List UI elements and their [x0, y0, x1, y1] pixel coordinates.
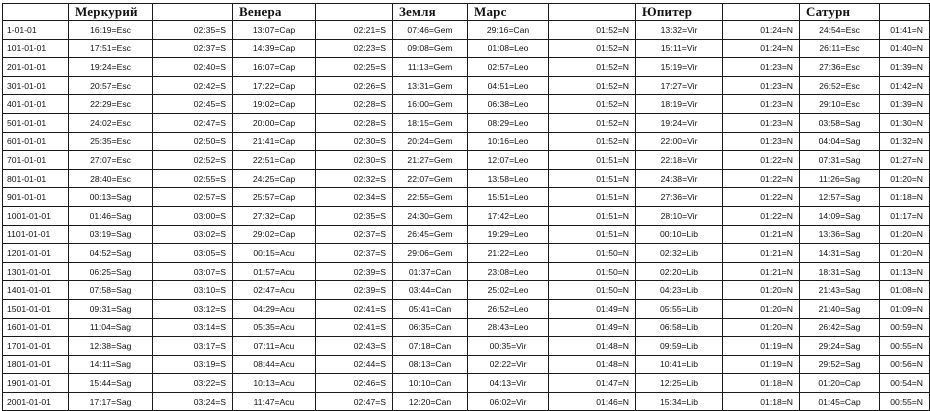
date-cell: 801-01-01 [3, 169, 69, 188]
venus-position-cell: 20:00=Cap [233, 113, 316, 132]
saturn-position-cell: 14:31=Sag [800, 244, 880, 263]
mercury-position-cell: 07:58=Sag [69, 281, 153, 300]
table-row [3, 58, 930, 77]
date-cell: 701-01-01 [3, 151, 69, 170]
earth-position-cell: 11:13=Gem [393, 58, 468, 77]
date-cell: 401-01-01 [3, 95, 69, 114]
mercury-position-cell: 01:46=Sag [69, 206, 153, 225]
mars-speed-cell: 01:48=N [549, 355, 636, 374]
venus-position-cell: 01:57=Acu [233, 262, 316, 281]
earth-position-cell: 18:15=Gem [393, 113, 468, 132]
venus-speed-cell: 02:30=S [316, 132, 393, 151]
mars-position-cell: 13:58=Leo [468, 169, 549, 188]
earth-position-cell: 24:30=Gem [393, 206, 468, 225]
table-row [3, 299, 930, 318]
earth-position-cell: 07:46=Gem [393, 21, 468, 40]
mars-position-cell: 25:02=Leo [468, 281, 549, 300]
header-saturn-speed [880, 4, 930, 21]
venus-position-cell: 13:07=Cap [233, 21, 316, 40]
mars-speed-cell: 01:50=N [549, 244, 636, 263]
mars-position-cell: 19:29=Leo [468, 225, 549, 244]
mars-position-cell: 02:57=Leo [468, 58, 549, 77]
venus-position-cell: 04:29=Acu [233, 299, 316, 318]
mercury-speed-cell: 02:52=S [153, 151, 233, 170]
earth-position-cell: 09:08=Gem [393, 39, 468, 58]
jupiter-position-cell: 13:32=Vir [636, 21, 723, 40]
jupiter-position-cell: 15:34=Lib [636, 392, 723, 411]
mercury-position-cell: 09:31=Sag [69, 299, 153, 318]
header-mercury-speed [153, 4, 233, 21]
saturn-position-cell: 14:09=Sag [800, 206, 880, 225]
mercury-position-cell: 25:35=Esc [69, 132, 153, 151]
mercury-speed-cell: 02:45=S [153, 95, 233, 114]
venus-speed-cell: 02:23=S [316, 39, 393, 58]
mercury-position-cell: 24:02=Esc [69, 113, 153, 132]
jupiter-speed-cell: 01:23=N [723, 95, 800, 114]
mars-position-cell: 12:07=Leo [468, 151, 549, 170]
venus-speed-cell: 02:26=S [316, 76, 393, 95]
header-venus: Венера [233, 4, 316, 21]
table-row [3, 21, 930, 40]
header-mars-speed [549, 4, 636, 21]
jupiter-speed-cell: 01:23=N [723, 76, 800, 95]
mercury-speed-cell: 03:00=S [153, 206, 233, 225]
mercury-position-cell: 00:13=Sag [69, 188, 153, 207]
venus-speed-cell: 02:41=S [316, 318, 393, 337]
venus-position-cell: 21:41=Cap [233, 132, 316, 151]
saturn-speed-cell: 01:32=N [880, 132, 930, 151]
saturn-position-cell: 11:26=Sag [800, 169, 880, 188]
earth-position-cell: 08:13=Can [393, 355, 468, 374]
earth-position-cell: 10:10=Can [393, 374, 468, 393]
saturn-speed-cell: 00:56=N [880, 355, 930, 374]
saturn-position-cell: 26:52=Esc [800, 76, 880, 95]
saturn-position-cell: 29:52=Sag [800, 355, 880, 374]
saturn-speed-cell: 00:59=N [880, 318, 930, 337]
mercury-speed-cell: 03:07=S [153, 262, 233, 281]
date-cell: 1001-01-01 [3, 206, 69, 225]
mars-speed-cell: 01:52=N [549, 113, 636, 132]
mercury-speed-cell: 03:02=S [153, 225, 233, 244]
ephemeris-table [2, 3, 930, 411]
table-row [3, 95, 930, 114]
jupiter-speed-cell: 01:19=N [723, 337, 800, 356]
mars-position-cell: 15:51=Leo [468, 188, 549, 207]
mars-speed-cell: 01:52=N [549, 39, 636, 58]
date-cell: 1401-01-01 [3, 281, 69, 300]
jupiter-position-cell: 18:19=Vir [636, 95, 723, 114]
date-cell: 1701-01-01 [3, 337, 69, 356]
mars-speed-cell: 01:51=N [549, 206, 636, 225]
venus-position-cell: 19:02=Cap [233, 95, 316, 114]
header-date [3, 4, 69, 21]
mercury-position-cell: 20:57=Esc [69, 76, 153, 95]
saturn-speed-cell: 01:42=N [880, 76, 930, 95]
earth-position-cell: 12:20=Can [393, 392, 468, 411]
table-row [3, 355, 930, 374]
mars-speed-cell: 01:50=N [549, 262, 636, 281]
mars-speed-cell: 01:52=N [549, 58, 636, 77]
jupiter-speed-cell: 01:20=N [723, 299, 800, 318]
venus-position-cell: 22:51=Cap [233, 151, 316, 170]
saturn-position-cell: 26:11=Esc [800, 39, 880, 58]
venus-speed-cell: 02:28=S [316, 113, 393, 132]
jupiter-position-cell: 10:41=Lib [636, 355, 723, 374]
venus-position-cell: 08:44=Acu [233, 355, 316, 374]
mercury-position-cell: 14:11=Sag [69, 355, 153, 374]
mercury-position-cell: 22:29=Esc [69, 95, 153, 114]
venus-position-cell: 27:32=Cap [233, 206, 316, 225]
earth-position-cell: 16:00=Gem [393, 95, 468, 114]
table-row [3, 132, 930, 151]
mercury-speed-cell: 02:40=S [153, 58, 233, 77]
jupiter-position-cell: 22:18=Vir [636, 151, 723, 170]
mercury-position-cell: 15:44=Sag [69, 374, 153, 393]
jupiter-speed-cell: 01:24=N [723, 21, 800, 40]
header-venus-speed [316, 4, 393, 21]
venus-speed-cell: 02:44=S [316, 355, 393, 374]
mars-position-cell: 29:16=Can [468, 21, 549, 40]
mars-speed-cell: 01:46=N [549, 392, 636, 411]
table-row [3, 39, 930, 58]
jupiter-position-cell: 19:24=Vir [636, 113, 723, 132]
venus-speed-cell: 02:37=S [316, 225, 393, 244]
header-jupiter-speed [723, 4, 800, 21]
jupiter-speed-cell: 01:22=N [723, 169, 800, 188]
earth-position-cell: 07:18=Can [393, 337, 468, 356]
saturn-position-cell: 03:58=Sag [800, 113, 880, 132]
mars-position-cell: 23:08=Leo [468, 262, 549, 281]
mercury-position-cell: 04:52=Sag [69, 244, 153, 263]
venus-speed-cell: 02:41=S [316, 299, 393, 318]
venus-speed-cell: 02:37=S [316, 244, 393, 263]
saturn-speed-cell: 00:55=N [880, 337, 930, 356]
venus-speed-cell: 02:39=S [316, 262, 393, 281]
mercury-position-cell: 28:40=Esc [69, 169, 153, 188]
table-row [3, 151, 930, 170]
jupiter-position-cell: 02:32=Lib [636, 244, 723, 263]
venus-speed-cell: 02:32=S [316, 169, 393, 188]
mercury-speed-cell: 03:22=S [153, 374, 233, 393]
mercury-position-cell: 12:38=Sag [69, 337, 153, 356]
date-cell: 501-01-01 [3, 113, 69, 132]
mars-position-cell: 06:02=Vir [468, 392, 549, 411]
venus-speed-cell: 02:30=S [316, 151, 393, 170]
mercury-speed-cell: 02:42=S [153, 76, 233, 95]
date-cell: 1501-01-01 [3, 299, 69, 318]
mars-position-cell: 01:08=Leo [468, 39, 549, 58]
earth-position-cell: 13:31=Gem [393, 76, 468, 95]
jupiter-position-cell: 22:00=Vir [636, 132, 723, 151]
saturn-position-cell: 24:54=Esc [800, 21, 880, 40]
saturn-position-cell: 07:31=Sag [800, 151, 880, 170]
saturn-position-cell: 21:40=Sag [800, 299, 880, 318]
jupiter-position-cell: 28:10=Vir [636, 206, 723, 225]
saturn-position-cell: 01:20=Cap [800, 374, 880, 393]
jupiter-speed-cell: 01:18=N [723, 392, 800, 411]
header-jupiter: Юпитер [636, 4, 723, 21]
mars-position-cell: 04:51=Leo [468, 76, 549, 95]
mercury-speed-cell: 03:17=S [153, 337, 233, 356]
table-row [3, 113, 930, 132]
ephemeris-body [3, 21, 930, 411]
mercury-speed-cell: 03:19=S [153, 355, 233, 374]
mercury-speed-cell: 03:14=S [153, 318, 233, 337]
venus-position-cell: 16:07=Cap [233, 58, 316, 77]
jupiter-position-cell: 06:58=Lib [636, 318, 723, 337]
date-cell: 1901-01-01 [3, 374, 69, 393]
saturn-speed-cell: 01:20=N [880, 244, 930, 263]
jupiter-speed-cell: 01:23=N [723, 132, 800, 151]
mercury-position-cell: 16:19=Esc [69, 21, 153, 40]
jupiter-speed-cell: 01:20=N [723, 318, 800, 337]
mars-position-cell: 21:22=Leo [468, 244, 549, 263]
saturn-speed-cell: 01:09=N [880, 299, 930, 318]
date-cell: 1601-01-01 [3, 318, 69, 337]
table-row [3, 206, 930, 225]
earth-position-cell: 29:06=Gem [393, 244, 468, 263]
header-mars: Марс [468, 4, 549, 21]
jupiter-position-cell: 02:20=Lib [636, 262, 723, 281]
mars-speed-cell: 01:52=N [549, 21, 636, 40]
saturn-speed-cell: 01:18=N [880, 188, 930, 207]
venus-position-cell: 02:47=Acu [233, 281, 316, 300]
venus-speed-cell: 02:21=S [316, 21, 393, 40]
saturn-speed-cell: 01:20=N [880, 225, 930, 244]
table-row [3, 337, 930, 356]
mars-speed-cell: 01:52=N [549, 132, 636, 151]
jupiter-position-cell: 05:55=Lib [636, 299, 723, 318]
mars-position-cell: 26:52=Leo [468, 299, 549, 318]
date-cell: 1301-01-01 [3, 262, 69, 281]
mars-speed-cell: 01:51=N [549, 151, 636, 170]
earth-position-cell: 01:37=Can [393, 262, 468, 281]
saturn-position-cell: 13:36=Sag [800, 225, 880, 244]
mars-speed-cell: 01:52=N [549, 76, 636, 95]
saturn-speed-cell: 01:41=N [880, 21, 930, 40]
mars-speed-cell: 01:49=N [549, 299, 636, 318]
mercury-speed-cell: 02:47=S [153, 113, 233, 132]
mercury-speed-cell: 02:50=S [153, 132, 233, 151]
venus-position-cell: 11:47=Acu [233, 392, 316, 411]
earth-position-cell: 26:45=Gem [393, 225, 468, 244]
date-cell: 1101-01-01 [3, 225, 69, 244]
mars-position-cell: 08:29=Leo [468, 113, 549, 132]
venus-speed-cell: 02:39=S [316, 281, 393, 300]
saturn-position-cell: 18:31=Sag [800, 262, 880, 281]
saturn-position-cell: 04:04=Sag [800, 132, 880, 151]
header-mercury: Меркурий [69, 4, 153, 21]
jupiter-speed-cell: 01:20=N [723, 281, 800, 300]
table-row [3, 244, 930, 263]
venus-position-cell: 24:25=Cap [233, 169, 316, 188]
table-row [3, 374, 930, 393]
jupiter-position-cell: 27:36=Vir [636, 188, 723, 207]
venus-position-cell: 25:57=Cap [233, 188, 316, 207]
earth-position-cell: 21:27=Gem [393, 151, 468, 170]
mercury-position-cell: 06:25=Sag [69, 262, 153, 281]
venus-position-cell: 29:02=Cap [233, 225, 316, 244]
mars-position-cell: 06:38=Leo [468, 95, 549, 114]
date-cell: 301-01-01 [3, 76, 69, 95]
date-cell: 101-01-01 [3, 39, 69, 58]
mercury-position-cell: 11:04=Sag [69, 318, 153, 337]
mercury-speed-cell: 03:24=S [153, 392, 233, 411]
saturn-speed-cell: 01:39=N [880, 95, 930, 114]
earth-position-cell: 05:41=Can [393, 299, 468, 318]
venus-speed-cell: 02:46=S [316, 374, 393, 393]
date-cell: 2001-01-01 [3, 392, 69, 411]
earth-position-cell: 03:44=Can [393, 281, 468, 300]
mercury-position-cell: 17:17=Sag [69, 392, 153, 411]
mercury-speed-cell: 02:35=S [153, 21, 233, 40]
header-earth: Земля [393, 4, 468, 21]
saturn-speed-cell: 01:08=N [880, 281, 930, 300]
jupiter-position-cell: 24:38=Vir [636, 169, 723, 188]
mars-speed-cell: 01:49=N [549, 318, 636, 337]
mercury-position-cell: 27:07=Esc [69, 151, 153, 170]
mars-speed-cell: 01:47=N [549, 374, 636, 393]
saturn-position-cell: 29:10=Esc [800, 95, 880, 114]
jupiter-speed-cell: 01:21=N [723, 244, 800, 263]
jupiter-speed-cell: 01:23=N [723, 113, 800, 132]
venus-speed-cell: 02:47=S [316, 392, 393, 411]
table-row [3, 76, 930, 95]
jupiter-speed-cell: 01:24=N [723, 39, 800, 58]
table-row [3, 169, 930, 188]
venus-position-cell: 07:11=Acu [233, 337, 316, 356]
date-cell: 601-01-01 [3, 132, 69, 151]
jupiter-speed-cell: 01:23=N [723, 58, 800, 77]
mars-position-cell: 10:16=Leo [468, 132, 549, 151]
saturn-speed-cell: 01:20=N [880, 169, 930, 188]
mars-position-cell: 04:13=Vir [468, 374, 549, 393]
jupiter-position-cell: 17:27=Vir [636, 76, 723, 95]
mercury-speed-cell: 02:57=S [153, 188, 233, 207]
mercury-position-cell: 19:24=Esc [69, 58, 153, 77]
mars-speed-cell: 01:51=N [549, 225, 636, 244]
mercury-position-cell: 03:19=Sag [69, 225, 153, 244]
jupiter-position-cell: 04:23=Lib [636, 281, 723, 300]
mars-speed-cell: 01:52=N [549, 95, 636, 114]
table-row [3, 318, 930, 337]
mars-speed-cell: 01:48=N [549, 337, 636, 356]
mercury-speed-cell: 03:10=S [153, 281, 233, 300]
jupiter-speed-cell: 01:18=N [723, 374, 800, 393]
date-cell: 1801-01-01 [3, 355, 69, 374]
jupiter-speed-cell: 01:22=N [723, 206, 800, 225]
earth-position-cell: 20:24=Gem [393, 132, 468, 151]
saturn-speed-cell: 01:27=N [880, 151, 930, 170]
venus-position-cell: 17:22=Cap [233, 76, 316, 95]
date-cell: 201-01-01 [3, 58, 69, 77]
venus-speed-cell: 02:25=S [316, 58, 393, 77]
saturn-speed-cell: 01:13=N [880, 262, 930, 281]
saturn-position-cell: 01:45=Cap [800, 392, 880, 411]
saturn-speed-cell: 01:40=N [880, 39, 930, 58]
jupiter-speed-cell: 01:21=N [723, 225, 800, 244]
table-row [3, 392, 930, 411]
mars-speed-cell: 01:51=N [549, 188, 636, 207]
saturn-position-cell: 12:57=Sag [800, 188, 880, 207]
saturn-speed-cell: 00:54=N [880, 374, 930, 393]
jupiter-position-cell: 00:10=Lib [636, 225, 723, 244]
table-row [3, 225, 930, 244]
mars-position-cell: 17:42=Leo [468, 206, 549, 225]
venus-position-cell: 14:39=Cap [233, 39, 316, 58]
table-row [3, 281, 930, 300]
mars-speed-cell: 01:51=N [549, 169, 636, 188]
mars-position-cell: 02:22=Vir [468, 355, 549, 374]
saturn-speed-cell: 01:17=N [880, 206, 930, 225]
venus-speed-cell: 02:28=S [316, 95, 393, 114]
venus-position-cell: 00:15=Acu [233, 244, 316, 263]
mercury-position-cell: 17:51=Esc [69, 39, 153, 58]
venus-position-cell: 10:13=Acu [233, 374, 316, 393]
jupiter-speed-cell: 01:22=N [723, 188, 800, 207]
venus-speed-cell: 02:43=S [316, 337, 393, 356]
mercury-speed-cell: 03:12=S [153, 299, 233, 318]
earth-position-cell: 06:35=Can [393, 318, 468, 337]
mars-position-cell: 28:43=Leo [468, 318, 549, 337]
saturn-speed-cell: 01:39=N [880, 58, 930, 77]
saturn-position-cell: 27:36=Esc [800, 58, 880, 77]
earth-position-cell: 22:55=Gem [393, 188, 468, 207]
jupiter-position-cell: 15:11=Vir [636, 39, 723, 58]
date-cell: 901-01-01 [3, 188, 69, 207]
jupiter-speed-cell: 01:22=N [723, 151, 800, 170]
table-row [3, 188, 930, 207]
jupiter-speed-cell: 01:21=N [723, 262, 800, 281]
jupiter-position-cell: 12:25=Lib [636, 374, 723, 393]
venus-speed-cell: 02:35=S [316, 206, 393, 225]
header-row [3, 4, 930, 21]
table-row [3, 262, 930, 281]
saturn-speed-cell: 00:55=N [880, 392, 930, 411]
saturn-position-cell: 26:42=Sag [800, 318, 880, 337]
mars-speed-cell: 01:50=N [549, 281, 636, 300]
jupiter-speed-cell: 01:19=N [723, 355, 800, 374]
date-cell: 1201-01-01 [3, 244, 69, 263]
venus-speed-cell: 02:34=S [316, 188, 393, 207]
earth-position-cell: 22:07=Gem [393, 169, 468, 188]
mercury-speed-cell: 03:05=S [153, 244, 233, 263]
date-cell: 1-01-01 [3, 21, 69, 40]
jupiter-position-cell: 15:19=Vir [636, 58, 723, 77]
saturn-speed-cell: 01:30=N [880, 113, 930, 132]
mars-position-cell: 00:35=Vir [468, 337, 549, 356]
mercury-speed-cell: 02:37=S [153, 39, 233, 58]
venus-position-cell: 05:35=Acu [233, 318, 316, 337]
mercury-speed-cell: 02:55=S [153, 169, 233, 188]
header-saturn: Сатурн [800, 4, 880, 21]
jupiter-position-cell: 09:59=Lib [636, 337, 723, 356]
saturn-position-cell: 29:24=Sag [800, 337, 880, 356]
saturn-position-cell: 21:43=Sag [800, 281, 880, 300]
